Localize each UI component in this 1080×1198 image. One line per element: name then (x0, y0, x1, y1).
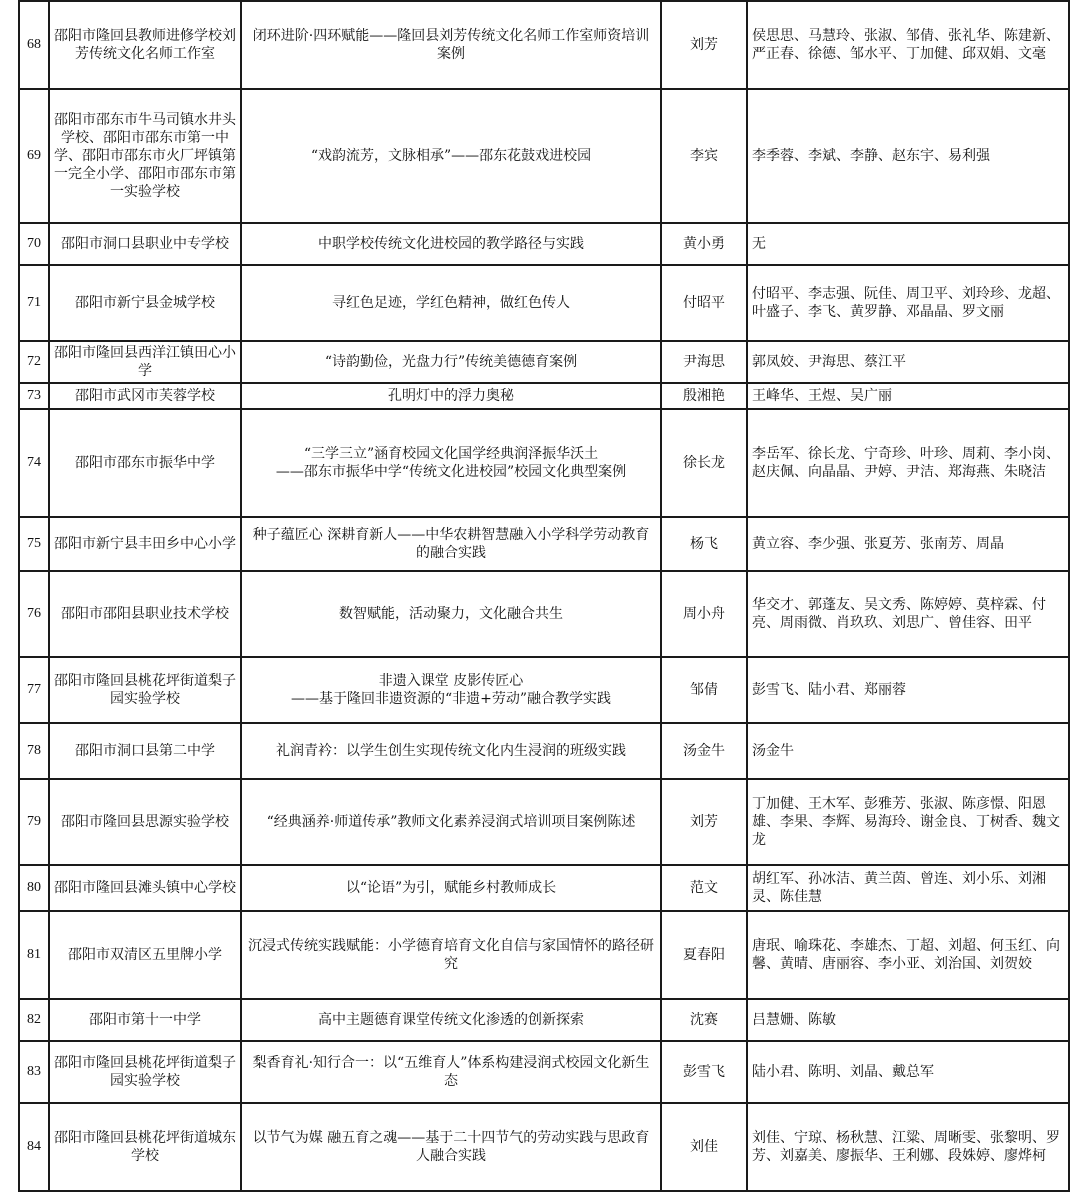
members-cell: 彭雪飞、陆小君、郑丽蓉 (747, 657, 1069, 723)
case-title-cell: 孔明灯中的浮力奥秘 (241, 383, 661, 409)
school-cell: 邵阳市隆回县教师进修学校刘芳传统文化名师工作室 (49, 1, 241, 89)
row-number: 75 (19, 517, 49, 571)
school-cell: 邵阳市邵东市振华中学 (49, 409, 241, 517)
table-row (19, 517, 1069, 571)
case-title-cell: 数智赋能，活动聚力，文化融合共生 (241, 571, 661, 657)
members-cell: 胡红军、孙冰洁、黄兰茵、曾连、刘小乐、刘湘灵、陈佳慧 (747, 865, 1069, 911)
row-number: 77 (19, 657, 49, 723)
members-cell: 刘佳、宁琼、杨秋慧、江粱、周晰雯、张黎明、罗芳、刘嘉美、廖振华、王利娜、段姝婷、廖烨柯 (747, 1103, 1069, 1191)
case-title-cell: 高中主题德育课堂传统文化渗透的创新探索 (241, 999, 661, 1041)
leader-cell: 邹倩 (661, 657, 747, 723)
case-title-cell: 礼润青衿：以学生创生实现传统文化内生浸润的班级实践 (241, 723, 661, 779)
case-title-line: ——基于隆回非遗资源的“非遗+劳动”融合教学实践 (290, 691, 612, 707)
members-cell: 华交才、郭蓬友、吴文秀、陈婷婷、莫梓霖、付亮、周雨微、肖玖玖、刘思广、曾佳容、田平 (747, 571, 1069, 657)
row-number: 68 (19, 1, 49, 89)
row-number: 79 (19, 779, 49, 865)
case-title-cell: 以节气为媒 融五育之魂——基于二十四节气的劳动实践与思政育人融合实践 (241, 1103, 661, 1191)
school-cell: 邵阳市邵阳县职业技术学校 (49, 571, 241, 657)
school-cell: 邵阳市邵东市牛马司镇水井头学校、邵阳市邵东市第一中学、邵阳市邵东市火厂坪镇第一完全小学、邵阳市邵东市第一实验学校 (49, 89, 241, 223)
case-title-line: 非遗入课堂 皮影传匠心 (378, 673, 524, 689)
members-cell: 陆小君、陈明、刘晶、戴总军 (747, 1041, 1069, 1103)
leader-cell: 殷湘艳 (661, 383, 747, 409)
leader-cell: 汤金牛 (661, 723, 747, 779)
members-cell: 李季蓉、李斌、李静、赵东宇、易利强 (747, 89, 1069, 223)
school-cell: 邵阳市新宁县丰田乡中心小学 (49, 517, 241, 571)
leader-cell: 黄小勇 (661, 223, 747, 265)
leader-cell: 徐长龙 (661, 409, 747, 517)
row-number: 76 (19, 571, 49, 657)
members-cell: 丁加健、王木军、彭雅芳、张淑、陈彦憬、阳恩雄、李果、李辉、易海玲、谢金良、丁树香、魏文龙 (747, 779, 1069, 865)
case-title-cell: “戏韵流芳，文脉相承”——邵东花鼓戏进校园 (241, 89, 661, 223)
case-title-cell: “经典涵养·师道传承”教师文化素养浸润式培训项目案例陈述 (241, 779, 661, 865)
leader-cell: 彭雪飞 (661, 1041, 747, 1103)
table-row (19, 1, 1069, 89)
row-number: 82 (19, 999, 49, 1041)
table-row (19, 779, 1069, 865)
case-title-line: ——邵东市振华中学“传统文化进校园”校园文化典型案例 (275, 464, 627, 480)
table-row (19, 1103, 1069, 1191)
case-title-cell (241, 409, 661, 517)
school-cell: 邵阳市武冈市芙蓉学校 (49, 383, 241, 409)
leader-cell: 刘芳 (661, 779, 747, 865)
members-cell: 唐珉、喻珠花、李雄杰、丁超、刘超、何玉红、向馨、黄晴、唐丽容、李小亚、刘治国、刘贺姣 (747, 911, 1069, 999)
leader-cell: 付昭平 (661, 265, 747, 341)
table-row (19, 265, 1069, 341)
table-row (19, 383, 1069, 409)
table-row (19, 89, 1069, 223)
award-table (18, 0, 1070, 1192)
table-row (19, 223, 1069, 265)
leader-cell: 范文 (661, 865, 747, 911)
table-row (19, 571, 1069, 657)
row-number: 81 (19, 911, 49, 999)
school-cell: 邵阳市隆回县西洋江镇田心小学 (49, 341, 241, 383)
row-number: 71 (19, 265, 49, 341)
row-number: 69 (19, 89, 49, 223)
school-cell: 邵阳市隆回县桃花坪街道梨子园实验学校 (49, 1041, 241, 1103)
members-cell: 付昭平、李志强、阮佳、周卫平、刘玲珍、龙超、叶盛子、李飞、黄罗静、邓晶晶、罗文丽 (747, 265, 1069, 341)
school-cell: 邵阳市隆回县思源实验学校 (49, 779, 241, 865)
school-cell: 邵阳市第十一中学 (49, 999, 241, 1041)
leader-cell: 李宾 (661, 89, 747, 223)
table-row (19, 657, 1069, 723)
school-cell: 邵阳市隆回县桃花坪街道梨子园实验学校 (49, 657, 241, 723)
leader-cell: 刘佳 (661, 1103, 747, 1191)
members-cell: 郭凤姣、尹海思、蔡江平 (747, 341, 1069, 383)
row-number: 70 (19, 223, 49, 265)
case-title-cell: 种子蕴匠心 深耕育新人——中华农耕智慧融入小学科学劳动教育的融合实践 (241, 517, 661, 571)
case-title-cell: 中职学校传统文化进校园的教学路径与实践 (241, 223, 661, 265)
case-title-cell: “诗韵勤俭，光盘力行”传统美德德育案例 (241, 341, 661, 383)
case-title-cell: 沉浸式传统实践赋能：小学德育培育文化自信与家国情怀的路径研究 (241, 911, 661, 999)
row-number: 80 (19, 865, 49, 911)
leader-cell: 尹海思 (661, 341, 747, 383)
members-cell: 黄立容、李少强、张夏芳、张南芳、周晶 (747, 517, 1069, 571)
case-title-cell: 闭环进阶·四环赋能——隆回县刘芳传统文化名师工作室师资培训案例 (241, 1, 661, 89)
case-title-cell: 以“论语”为引，赋能乡村教师成长 (241, 865, 661, 911)
members-cell: 王峰华、王煜、吴广丽 (747, 383, 1069, 409)
school-cell: 邵阳市双清区五里牌小学 (49, 911, 241, 999)
case-title-cell: 寻红色足迹，学红色精神，做红色传人 (241, 265, 661, 341)
case-title-cell: 梨香育礼·知行合一：以“五维育人”体系构建浸润式校园文化新生态 (241, 1041, 661, 1103)
row-number: 73 (19, 383, 49, 409)
members-cell: 李岳军、徐长龙、宁奇珍、叶珍、周莉、李小岗、赵庆佩、向晶晶、尹婷、尹洁、郑海燕、朱晓洁 (747, 409, 1069, 517)
members-cell: 侯思思、马慧玲、张淑、邹倩、张礼华、陈建新、严正春、徐德、邹水平、丁加健、邱双娟、文毫 (747, 1, 1069, 89)
leader-cell: 沈赛 (661, 999, 747, 1041)
table-row (19, 999, 1069, 1041)
leader-cell: 夏春阳 (661, 911, 747, 999)
case-title-cell (241, 657, 661, 723)
table-row (19, 1041, 1069, 1103)
members-cell: 无 (747, 223, 1069, 265)
school-cell: 邵阳市隆回县桃花坪街道城东学校 (49, 1103, 241, 1191)
table-row (19, 865, 1069, 911)
members-cell: 吕慧姗、陈敏 (747, 999, 1069, 1041)
row-number: 74 (19, 409, 49, 517)
school-cell: 邵阳市洞口县第二中学 (49, 723, 241, 779)
row-number: 72 (19, 341, 49, 383)
table-row (19, 723, 1069, 779)
case-title-line: “三学三立”涵育校园文化国学经典润泽振华沃土 (303, 446, 599, 462)
leader-cell: 刘芳 (661, 1, 747, 89)
row-number: 83 (19, 1041, 49, 1103)
table-row (19, 409, 1069, 517)
row-number: 84 (19, 1103, 49, 1191)
school-cell: 邵阳市洞口县职业中专学校 (49, 223, 241, 265)
leader-cell: 杨飞 (661, 517, 747, 571)
school-cell: 邵阳市新宁县金城学校 (49, 265, 241, 341)
leader-cell: 周小舟 (661, 571, 747, 657)
table-row (19, 341, 1069, 383)
table-row (19, 911, 1069, 999)
school-cell: 邵阳市隆回县滩头镇中心学校 (49, 865, 241, 911)
members-cell: 汤金牛 (747, 723, 1069, 779)
row-number: 78 (19, 723, 49, 779)
